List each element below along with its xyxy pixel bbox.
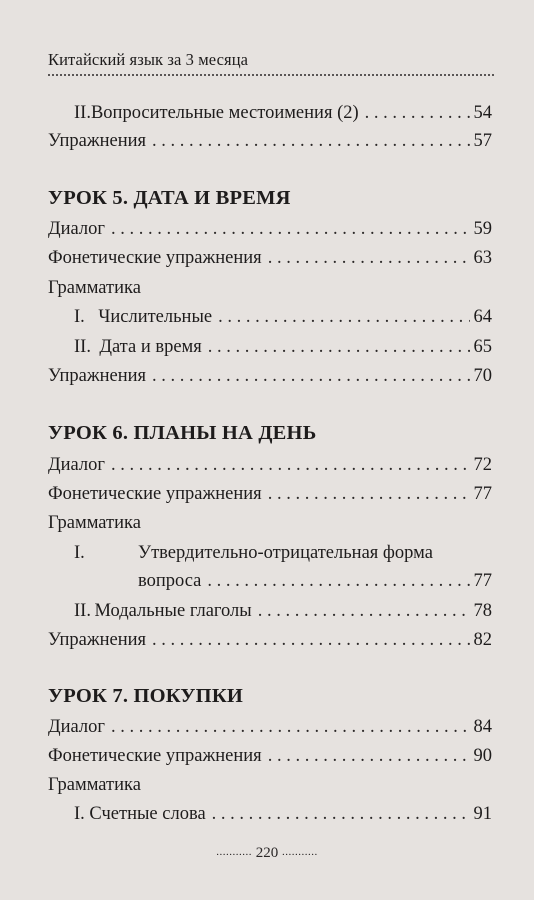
- dot-leader: [268, 480, 470, 508]
- dot-leader: [152, 127, 469, 155]
- entry-page: 64: [473, 307, 492, 327]
- entry-page: 77: [473, 484, 492, 504]
- toc-entry: [48, 742, 492, 770]
- grammar-label: Грамматика: [48, 775, 141, 795]
- toc-entry: [48, 480, 492, 508]
- grammar-label: Грамматика: [48, 513, 141, 533]
- entry-label: вопроса: [138, 571, 202, 591]
- entry-label: Модальные глаголы: [94, 601, 252, 621]
- toc-entry-continuation: [138, 567, 492, 595]
- entry-page: 91: [473, 804, 492, 824]
- dot-leader: [268, 742, 470, 770]
- entry-page: 72: [473, 455, 492, 475]
- dot-leader: [365, 99, 470, 127]
- entry-page: 78: [473, 601, 492, 621]
- entry-label: Диалог: [48, 717, 105, 737]
- toc-entry: [48, 626, 492, 654]
- entry-page: 90: [473, 746, 492, 766]
- dot-leader: [111, 713, 470, 741]
- toc-entry: [74, 800, 492, 828]
- dot-leader: [152, 362, 469, 390]
- dot-leader: [258, 597, 470, 625]
- toc-entry: [48, 713, 492, 741]
- entry-label: Упражнения: [48, 366, 147, 386]
- entry-label: Фонетические упражнения: [48, 746, 262, 766]
- entry-label: Диалог: [48, 455, 105, 475]
- dot-leader: [111, 215, 470, 243]
- entry-label: Вопросительные местоимения (2): [90, 103, 359, 123]
- toc-entry: [74, 539, 492, 567]
- header-divider: [48, 74, 494, 76]
- entry-label: Упражнения: [48, 131, 147, 151]
- toc-entry: [48, 451, 492, 479]
- toc-entry: [48, 215, 492, 243]
- entry-page: 70: [473, 366, 492, 386]
- dot-leader: [207, 567, 469, 595]
- entry-number: II.: [74, 601, 91, 621]
- toc-entry: [48, 362, 492, 390]
- entry-page: 59: [473, 219, 492, 239]
- toc-entry: [74, 303, 492, 331]
- toc-entry: [48, 244, 492, 272]
- toc-entry: [74, 597, 492, 625]
- entry-page: 57: [473, 131, 492, 151]
- entry-label: Дата и время: [99, 337, 202, 357]
- entry-label: Числительные: [98, 307, 213, 327]
- running-head: Китайский язык за 3 месяца: [48, 50, 249, 69]
- entry-label: I. Счетные слова: [74, 804, 206, 824]
- entry-page: 65: [473, 337, 492, 357]
- toc-entry: [48, 127, 492, 155]
- footer-ornament-left: ...........: [216, 846, 252, 858]
- entry-label: Упражнения: [48, 630, 147, 650]
- toc-entry: [74, 99, 492, 127]
- dot-leader: [218, 303, 469, 331]
- entry-page: 82: [473, 630, 492, 650]
- dot-leader: [152, 626, 469, 654]
- entry-number: II.: [74, 103, 91, 123]
- lesson-heading: УРОК 7. ПОКУПКИ: [48, 685, 244, 707]
- footer-ornament-right: ...........: [282, 846, 318, 858]
- grammar-label: Грамматика: [48, 278, 141, 298]
- lesson-heading: УРОК 6. ПЛАНЫ НА ДЕНЬ: [48, 422, 317, 444]
- dot-leader: [208, 333, 470, 361]
- entry-label: Фонетические упражнения: [48, 248, 262, 268]
- entry-page: 84: [473, 717, 492, 737]
- dot-leader: [268, 244, 470, 272]
- page-footer: [0, 845, 534, 862]
- entry-label: Утвердительно-отрицательная форма: [138, 543, 433, 563]
- toc-entry: [74, 333, 492, 361]
- lesson-heading: УРОК 5. ДАТА И ВРЕМЯ: [48, 187, 291, 209]
- entry-page: 54: [473, 103, 492, 123]
- entry-label: Фонетические упражнения: [48, 484, 262, 504]
- entry-page: 77: [473, 571, 492, 591]
- entry-number: II.: [74, 337, 91, 357]
- entry-page: 63: [473, 248, 492, 268]
- page-number: 220: [255, 845, 279, 861]
- entry-number: I.: [74, 307, 85, 327]
- entry-label: Диалог: [48, 219, 105, 239]
- entry-number: I.: [74, 543, 85, 563]
- dot-leader: [111, 451, 470, 479]
- dot-leader: [212, 800, 470, 828]
